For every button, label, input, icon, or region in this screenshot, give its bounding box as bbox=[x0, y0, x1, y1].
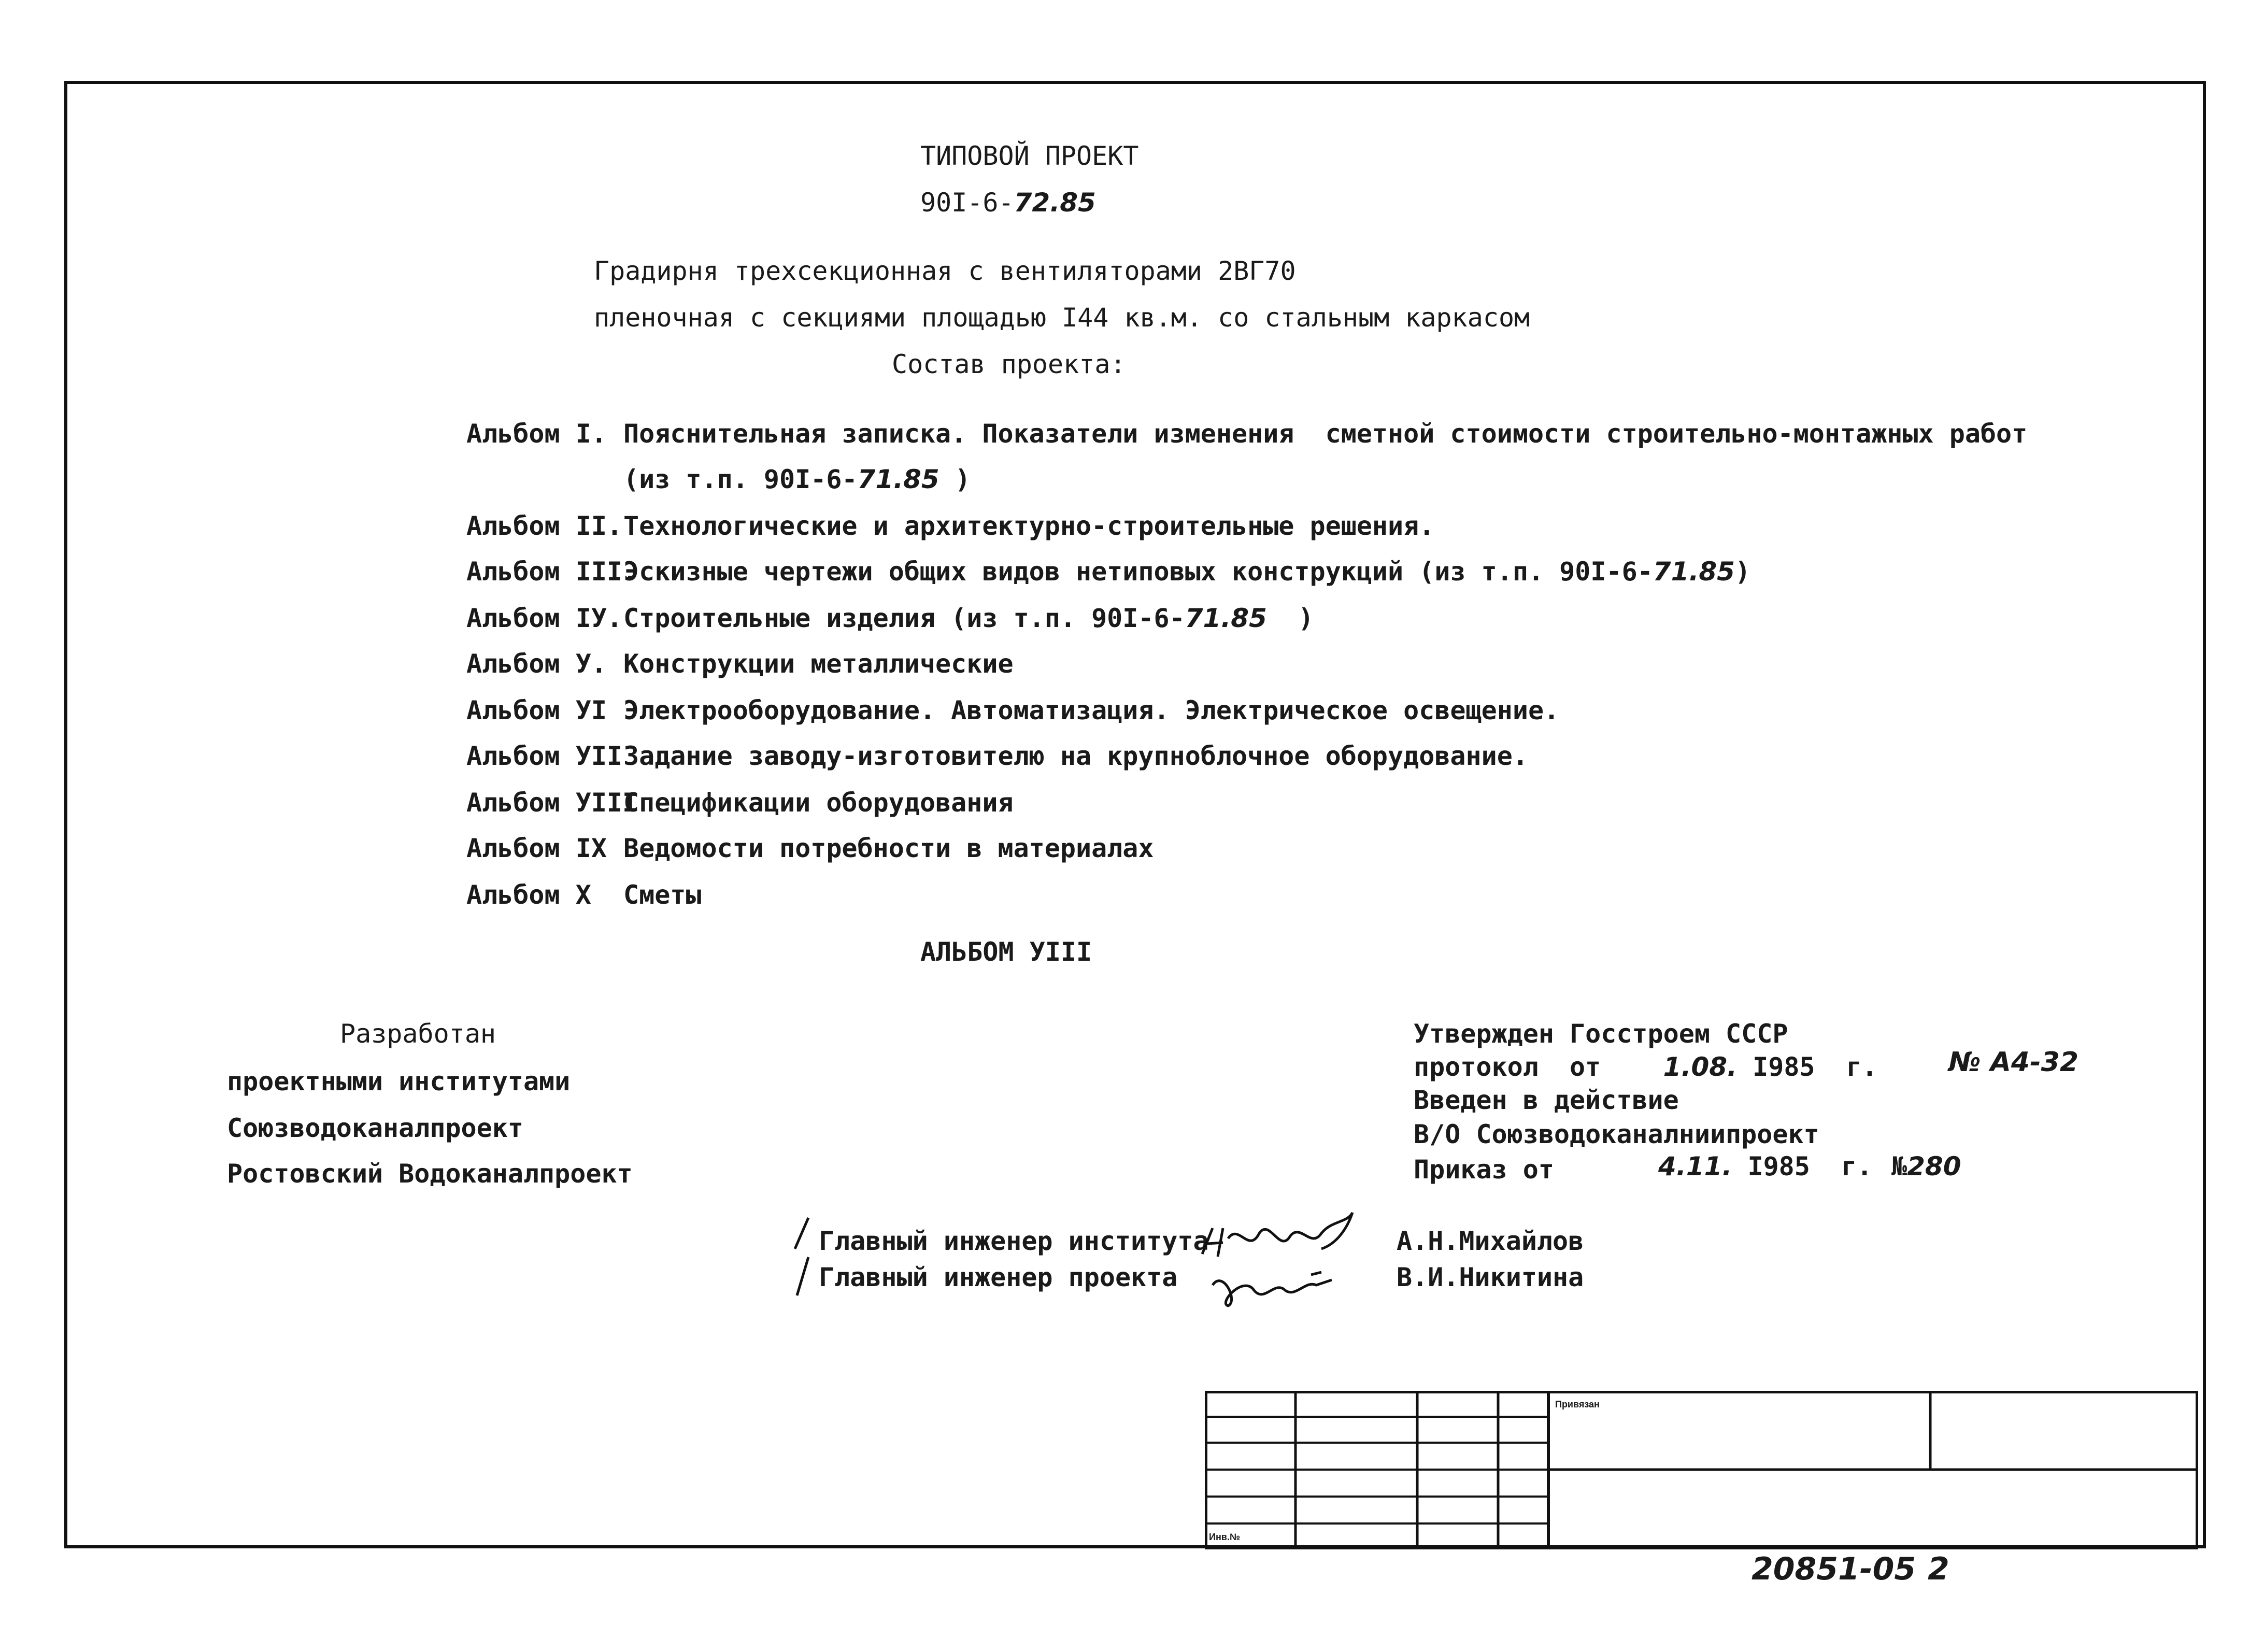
chief-project-name: В.И.Никитина bbox=[1397, 1262, 1584, 1292]
album-ref-handwritten: 71.85 bbox=[1653, 557, 1735, 587]
project-code-prefix: 90I-6- bbox=[920, 188, 1014, 218]
project-code-handwritten: 72.85 bbox=[1014, 188, 1096, 218]
approved-protocol bbox=[1414, 1054, 1877, 1080]
album-ref-handwritten: 71.85 bbox=[1185, 603, 1267, 633]
title-block bbox=[1205, 1391, 2198, 1549]
order-number bbox=[1891, 1153, 1961, 1179]
order-number-prefix: № bbox=[1891, 1151, 1907, 1181]
album-ref-prefix: (из т.п. 90I-6- bbox=[623, 464, 858, 494]
protocol-date-handwritten: 1.08. bbox=[1663, 1052, 1738, 1082]
subject-line-2: пленочная с секциями площадью I44 кв.м. со стальным каркасом bbox=[594, 303, 1530, 333]
developed-line: проектными институтами bbox=[227, 1066, 571, 1096]
album-label: Альбом IУ. bbox=[466, 603, 623, 633]
protocol-label: протокол от bbox=[1414, 1052, 1601, 1082]
subject-line-1: Градирня трехсекционная с вентиляторами 2ВГ70 bbox=[594, 256, 1296, 286]
chief-project-label: Главный инженер проекта bbox=[819, 1262, 1178, 1292]
developed-line: Союзводоканалпроект bbox=[227, 1113, 523, 1143]
album-label: Альбом X bbox=[466, 880, 591, 910]
album-label: Альбом I. bbox=[466, 419, 607, 449]
doc-type: ТИПОВОЙ ПРОЕКТ bbox=[920, 141, 1139, 171]
album-ref-prefix: Строительные изделия (из т.п. 90I-6- bbox=[623, 603, 1185, 633]
project-code bbox=[920, 190, 1096, 216]
album-text: Сметы bbox=[623, 880, 702, 910]
album-label: Альбом УI bbox=[466, 695, 607, 725]
chief-institute-label: Главный инженер института bbox=[819, 1226, 1209, 1256]
album-text: Пояснительная записка. Показатели изменения сметной стоимости строительно-монтажных работ bbox=[623, 419, 2028, 449]
protocol-number-handwritten: № А4-32 bbox=[1948, 1047, 2079, 1078]
approved-line: В/О Союзводоканалниипроект bbox=[1414, 1119, 1819, 1149]
album-ref-tail: ) bbox=[1734, 557, 1751, 587]
privyazan-label: Привязан bbox=[1555, 1399, 1600, 1409]
album-text: Ведомости потребности в материалах bbox=[623, 833, 1154, 863]
handwritten-signatures bbox=[1192, 1207, 1368, 1311]
title-block-grid bbox=[1205, 1391, 2198, 1549]
album-text-continued bbox=[623, 466, 971, 492]
album-label: Альбом УII bbox=[466, 741, 623, 771]
album-label: Альбом III. bbox=[466, 557, 638, 587]
developed-line: Ростовский Водоканалпроект bbox=[227, 1159, 633, 1189]
composition-heading: Состав проекта: bbox=[892, 349, 1126, 379]
drawing-frame bbox=[64, 81, 2206, 1548]
approved-line: Введен в действие bbox=[1414, 1085, 1679, 1115]
album-text bbox=[623, 559, 1750, 585]
developed-heading: Разработан bbox=[340, 1019, 496, 1049]
album-label: Альбом II. bbox=[466, 511, 623, 541]
album-ref-prefix: Эскизные чертежи общих видов нетиповых конструкций (из т.п. 90I-6- bbox=[623, 557, 1653, 587]
order-number-handwritten: 280 bbox=[1907, 1151, 1961, 1181]
album-label: Альбом У. bbox=[466, 649, 607, 679]
document-number: 20851-05 bbox=[1752, 1551, 1916, 1587]
inventory-number-label: Инв.№ bbox=[1209, 1532, 1240, 1542]
page-number: 2 bbox=[1928, 1551, 1949, 1587]
protocol-year: I985 г. bbox=[1737, 1052, 1877, 1082]
order-date bbox=[1658, 1153, 1872, 1179]
album-ref-handwritten: 71.85 bbox=[857, 464, 939, 494]
album-text: Спецификации оборудования bbox=[623, 788, 1014, 818]
album-ref-tail: ) bbox=[1266, 603, 1314, 633]
album-text: Технологические и архитектурно-строительные решения. bbox=[623, 511, 1435, 541]
album-title: АЛЬБОМ УIII bbox=[920, 937, 1092, 967]
order-date-handwritten: 4.11. bbox=[1658, 1151, 1732, 1181]
album-text: Электрооборудование. Автоматизация. Электрическое освещение. bbox=[623, 695, 1560, 725]
album-ref-tail: ) bbox=[939, 464, 971, 494]
album-label: Альбом УIII bbox=[466, 788, 638, 818]
album-text: Конструкции металлические bbox=[623, 649, 1014, 679]
album-text bbox=[623, 605, 1314, 631]
album-label: Альбом IX bbox=[466, 833, 607, 863]
approved-line: Утвержден Госстроем СССР bbox=[1414, 1019, 1788, 1049]
order-year: I985 г. bbox=[1732, 1151, 1873, 1181]
order-label: Приказ от bbox=[1414, 1155, 1554, 1185]
chief-institute-name: А.Н.Михайлов bbox=[1397, 1226, 1584, 1256]
album-text: Задание заводу-изготовителю на крупноблочное оборудование. bbox=[623, 741, 1528, 771]
